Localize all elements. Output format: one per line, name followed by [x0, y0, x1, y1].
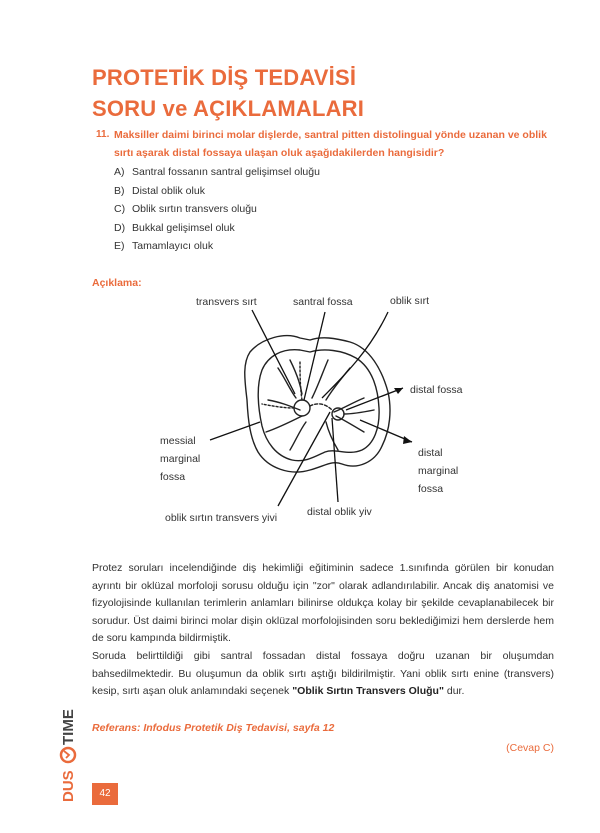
paragraph-part2: Soruda belirttildiği gibi santral fossadan distal fossaya doğru uzanan bir oluşumdan bahsedilmektedir. Bu oluşumun da oblik sırtı aştığı bildirilmiştir. Yani oblik sırtı enine (transvers) kesip, sırtı aşan oluk anlamındaki seçenek	[92, 649, 554, 698]
option-key: A)	[114, 166, 125, 178]
label-line: fossa	[160, 471, 186, 483]
option-a	[114, 163, 320, 182]
page-title-line2: SORU ve AÇIKLAMALARI	[92, 96, 365, 121]
option-key: C)	[114, 203, 126, 216]
option-key: B)	[114, 184, 125, 197]
reference: Referans: Infodus Protetik Diş Tedavisi, sayfa 12	[92, 722, 335, 734]
logo-dus-text: DUS	[60, 770, 77, 802]
label-santral-fossa: santral fossa	[293, 296, 353, 308]
option-c	[114, 200, 320, 219]
label-transvers-sirt: transvers sırt	[196, 296, 257, 308]
leader-santral-fossa	[304, 312, 325, 400]
label-line: fossa	[418, 483, 444, 495]
tooth-inner-outline	[258, 350, 379, 461]
option-text: Bukkal gelişimsel oluk	[132, 221, 235, 234]
label-line: messial	[160, 435, 196, 447]
page-title-line1: PROTETİK DİŞ TEDAVİSİ	[92, 65, 357, 90]
page-number: 42	[92, 783, 118, 805]
label-distal-marginal-fossa	[418, 444, 458, 498]
label-oblik-sirt: oblik sırt	[390, 295, 430, 307]
question-number: 11.	[96, 129, 110, 140]
option-b	[114, 182, 320, 201]
logo-time-text: TIME	[60, 709, 77, 745]
paragraph-answer-bold: "Oblik Sırtın Transvers Oluğu"	[292, 685, 444, 698]
answer-label: (Cevap C)	[506, 742, 554, 754]
explanation-heading: Açıklama:	[92, 277, 142, 289]
label-distal-oblik-yiv: distal oblik yiv	[307, 506, 372, 518]
paragraph-part3: dur.	[443, 685, 465, 698]
option-text: Oblik sırtın transvers oluğu	[132, 203, 257, 216]
question-text: Maksiller daimi birinci molar dişlerde, santral pitten distolingual yönde uzanan ve oblik sırtı aşarak distal fossaya ulaşan oluk aşağıdakilerden hangisidir?	[114, 129, 547, 159]
paragraph-part1: Protez soruları incelendiğinde diş hekimliği eğitiminin sadece 1.sınıfında görülen bir konudan ayrıntı bir oklüzal morfoloji sorusu olduğu için "zor" olarak adlandırılabilir. Ancak diş anatomisi ve fizyolojisinde kullanılan terimlerin anlamları bilinirse oldukça kolay bir şekilde cevaplanabilecek bir sorudur. Üst daimi birinci molar dişin oklüzal morfolojisinden soru beklediğimizi hem derslerde hem de soru kampında bildirmiştik.	[92, 562, 554, 645]
leader-oblik-sirt	[322, 312, 388, 398]
label-line: distal	[418, 447, 443, 459]
option-text: Santral fossanın santral gelişimsel oluğu	[132, 166, 320, 178]
label-line: marginal	[418, 465, 459, 477]
explanation-paragraph	[92, 560, 554, 701]
label-line: marginal	[160, 453, 201, 465]
leader-distal-oblik-yiv	[332, 418, 338, 502]
leader-distal-fossa	[346, 388, 403, 410]
option-text: Distal oblik oluk	[132, 184, 205, 197]
option-d	[114, 219, 320, 238]
option-e	[114, 237, 320, 256]
label-messial-marginal-fossa	[160, 432, 200, 486]
answer-options	[114, 163, 320, 256]
dustime-logo	[54, 690, 80, 805]
label-distal-fossa: distal fossa	[410, 384, 463, 396]
label-oblik-sirtin-transvers-yivi: oblik sırtın transvers yivi	[165, 512, 278, 524]
option-text: Tamamlayıcı oluk	[132, 240, 214, 253]
option-key: D)	[114, 221, 126, 234]
option-key: E)	[114, 240, 125, 253]
